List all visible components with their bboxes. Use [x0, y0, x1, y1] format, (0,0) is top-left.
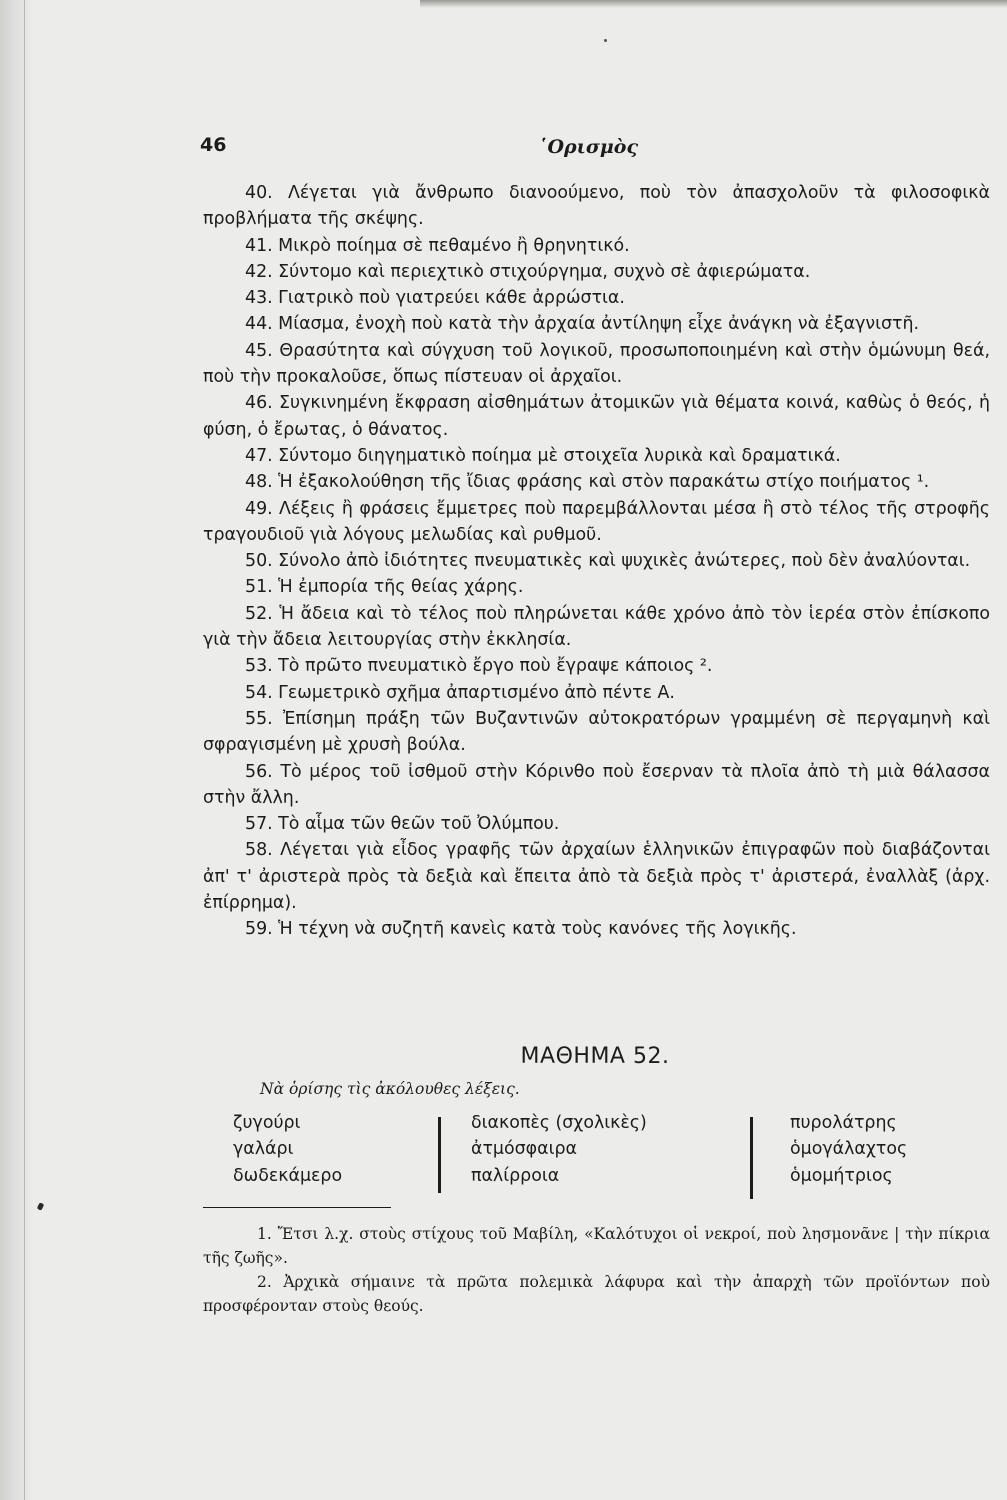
column-divider — [438, 1117, 441, 1193]
page-number: 46 — [200, 134, 227, 156]
running-title: ῾Ορισμὸς — [538, 136, 639, 158]
definition-entry: 57. Τὸ αἷμα τῶν θεῶν τοῦ Ὀλύμπου. — [245, 814, 560, 835]
lesson-title: ΜΑΘΗΜΑ 52. — [520, 1044, 670, 1069]
footnote-rule — [203, 1207, 391, 1208]
footnote: 1. Ἔτσι λ.χ. στοὺς στίχους τοῦ Μαβίλη, «Καλότυχοι οἱ νεκροί, ποὺ λησμονᾶνε | τὴν πίκρια τῆς ζωῆς». — [203, 1225, 990, 1267]
definition-entry: 42. Σύντομο καὶ περιεχτικὸ στιχούργημα, συχνὸ σὲ ἀφιερώματα. — [245, 261, 811, 282]
word-column-2 — [471, 1110, 647, 1189]
word-item: ὁμομήτριος — [790, 1165, 893, 1186]
definition-entry: 51. Ἡ ἐμπορία τῆς θείας χάρης. — [245, 577, 524, 598]
definition-entry: 54. Γεωμετρικὸ σχῆμα ἀπαρτισμένο ἀπὸ πέντε Α. — [245, 682, 675, 703]
word-item: ἀτμόσφαιρα — [471, 1139, 577, 1160]
definition-entry: 46. Συγκινημένη ἔκφραση αἰσθημάτων ἀτομικῶν γιὰ θέματα κοινά, καθὼς ὁ θεός, ἡ φύση, ὁ ἔρωτας, ὁ θάνατος. — [203, 393, 990, 440]
definition-entry: 41. Μικρὸ ποίημα σὲ πεθαμένο ἢ θρηνητικό. — [245, 235, 630, 256]
definition-entry: 49. Λέξεις ἢ φράσεις ἔμμετρες ποὺ παρεμβάλλονται μέσα ἢ στὸ τέλος τῆς στροφῆς τραγουδιοῦ γιὰ λόγους μελωδίας καὶ ρυθμοῦ. — [203, 498, 990, 545]
definition-entry: 48. Ἡ ἐξακολούθηση τῆς ἴδιας φράσης καὶ στὸν παρακάτω στίχο ποιήματος ¹. — [245, 472, 930, 493]
word-item: διακοπὲς (σχολικὲς) — [471, 1113, 647, 1133]
word-item: πυρολάτρης — [790, 1113, 897, 1133]
definition-entry: 50. Σύνολο ἀπὸ ἰδιότητες πνευματικὲς καὶ ψυχικὲς ἀνώτερες, ποὺ δὲν ἀναλύονται. — [245, 551, 971, 572]
definition-entry: 59. Ἡ τέχνη νὰ συζητῆ κανεὶς κατὰ τοὺς κανόνες τῆς λογικῆς. — [245, 919, 797, 940]
stray-dot — [604, 39, 607, 42]
footnotes — [203, 1222, 990, 1318]
page-binding-edge — [0, 0, 34, 1500]
definition-entry: 55. Ἐπίσημη πράξη τῶν Βυζαντινῶν αὐτοκρατόρων γραμμένη σὲ περγαμηνὴ καὶ σφραγισμένη μὲ χρυσὴ βούλα. — [203, 708, 990, 756]
footnote: 2. Ἀρχικὰ σήμαινε τὰ πρῶτα πολεμικὰ λάφυρα καὶ τὴν ἀπαρχὴ τῶν προϊόντων ποὺ προσφέρονταν στοὺς θεούς. — [203, 1273, 990, 1315]
word-item: ζυγούρι — [233, 1113, 301, 1133]
word-item: ὁμογάλαχτος — [790, 1139, 908, 1160]
page-header — [200, 134, 990, 164]
definition-entry: 43. Γιατρικὸ ποὺ γιατρεύει κάθε ἀρρώστια. — [245, 288, 625, 309]
definition-entry: 47. Σύντομο διηγηματικὸ ποίημα μὲ στοιχεῖα λυρικὰ καὶ δραματικά. — [245, 445, 841, 466]
definition-entry: 52. Ἡ ἄδεια καὶ τὸ τέλος ποὺ πληρώνεται κάθε χρόνο ἀπὸ τὸν ἱερέα στὸν ἐπίσκοπο γιὰ τὴν ἄδεια λειτουργίας στὴν ἐκκλησία. — [203, 603, 990, 651]
definition-entry: 40. Λέγεται γιὰ ἄνθρωπο διανοούμενο, ποὺ τὸν ἀπασχολοῦν τὰ φιλοσοφικὰ προβλήματα τῆς σκέψης. — [203, 183, 990, 230]
lesson-instruction: Νὰ ὁρίσης τὶς ἀκόλουθες λέξεις. — [260, 1080, 520, 1098]
definition-entry: 56. Τὸ μέρος τοῦ ἰσθμοῦ στὴν Κόρινθο ποὺ ἔσερναν τὰ πλοῖα ἀπὸ τὴ μιὰ θάλασσα στὴν ἄλλη. — [203, 761, 990, 808]
definition-entry: 58. Λέγεται γιὰ εἶδος γραφῆς τῶν ἀρχαίων ἑλληνικῶν ἐπιγραφῶν ποὺ διαβάζονται ἀπ' τ' ἀριστερὰ πρὸς τὰ δεξιὰ καὶ ἔπειτα ἀπὸ τὰ δεξιὰ πρὸς τ' ἀριστερά, ἐναλλὰξ (ἀρχ. ἐπίρρημα). — [203, 840, 990, 914]
stray-mark — [37, 1202, 44, 1210]
top-scan-shadow — [420, 0, 1007, 8]
definition-entry: 45. Θρασύτητα καὶ σύγχυση τοῦ λογικοῦ, προσωποποιημένη καὶ στὴν ὁμώνυμη θεά, ποὺ τὴν προκαλοῦσε, ὅπως πίστευαν οἱ ἀρχαῖοι. — [203, 340, 990, 388]
word-item: γαλάρι — [233, 1139, 294, 1160]
word-column-3 — [790, 1110, 907, 1189]
column-divider — [750, 1117, 753, 1199]
definition-list — [203, 180, 990, 943]
definition-entry: 44. Μίασμα, ἐνοχὴ ποὺ κατὰ τὴν ἀρχαία ἀντίληψη εἶχε ἀνάγκη νὰ ἐξαγνιστῆ. — [245, 314, 920, 335]
definition-entry: 53. Τὸ πρῶτο πνευματικὸ ἔργο ποὺ ἔγραψε κάποιος ². — [245, 656, 713, 677]
word-item: δωδεκάμερο — [233, 1165, 343, 1186]
word-column-1 — [233, 1110, 342, 1189]
word-item: παλίρροια — [471, 1165, 560, 1186]
